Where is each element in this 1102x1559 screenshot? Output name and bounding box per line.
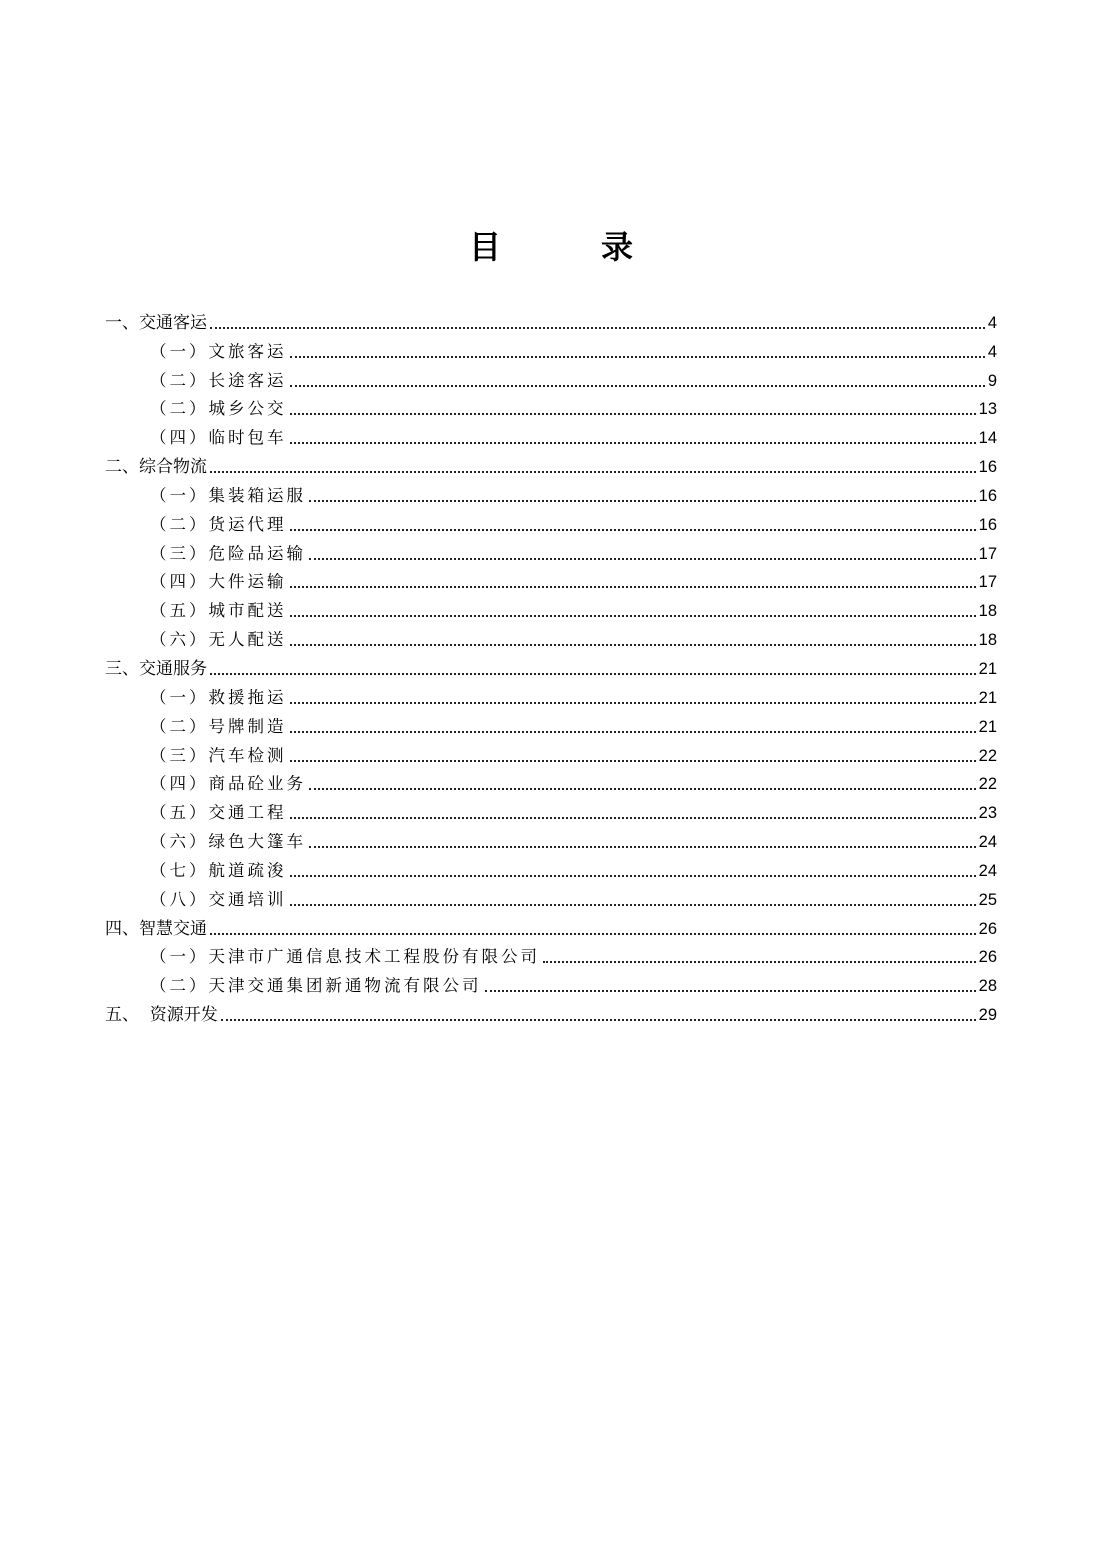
dot-leader [309,558,976,560]
toc-entry-page-number: 16 [978,515,997,534]
toc-entry-label: （四）大件运输 [150,572,287,592]
toc-entry-label: （二）城乡公交 [150,399,287,419]
toc-entry-page-number: 16 [978,458,997,477]
toc-entry-page-number: 9 [987,371,997,390]
dot-leader [290,356,985,358]
toc-entry-label: 一、交通客运 [105,312,207,333]
dot-leader [543,961,976,963]
toc-subsection-entry[interactable] [105,621,997,650]
toc-entry-page-number: 22 [978,775,997,794]
toc-entry-label: （二）号牌制造 [150,716,287,736]
toc-entry-page-number: 24 [978,833,997,852]
toc-entry-label: （一）文旅客运 [150,341,287,361]
toc-entry-label: 四、智慧交通 [105,918,207,939]
toc-entry-page-number: 17 [978,573,997,592]
toc-entry-label: （五）交通工程 [150,803,287,823]
toc-entry-page-number: 23 [978,804,997,823]
dot-leader [290,875,976,877]
dot-leader [290,615,976,617]
toc-subsection-entry[interactable] [105,881,997,910]
toc-section-entry[interactable] [105,448,997,477]
toc-entry-label: （七）航道疏浚 [150,860,287,880]
dot-leader [290,702,976,704]
dot-leader [309,846,976,848]
toc-entry-page-number: 26 [978,948,997,967]
toc-entry-label: （四）临时包车 [150,428,287,448]
toc-entry-page-number: 18 [978,602,997,621]
toc-subsection-entry[interactable] [105,737,997,766]
dot-leader [290,644,976,646]
toc-entry-page-number: 29 [978,1006,997,1025]
toc-subsection-entry[interactable] [105,477,997,506]
toc-subsection-entry[interactable] [105,823,997,852]
toc-subsection-entry[interactable] [105,852,997,881]
toc-subsection-entry[interactable] [105,679,997,708]
toc-entry-page-number: 16 [978,486,997,505]
dot-leader [210,327,985,329]
toc-entry-page-number: 14 [978,429,997,448]
dot-leader [290,586,976,588]
dot-leader [290,529,976,531]
toc-entry-label: 三、交通服务 [105,658,207,679]
toc-subsection-entry[interactable] [105,362,997,391]
toc-entry-page-number: 17 [978,544,997,563]
dot-leader [210,933,976,935]
toc-entry-label: （一）天津市广通信息技术工程股份有限公司 [150,947,540,967]
toc-subsection-entry[interactable] [105,419,997,448]
toc-subsection-entry[interactable] [105,708,997,737]
toc-entry-label: （八）交通培训 [150,889,287,909]
toc-entry-page-number: 13 [978,400,997,419]
toc-entry-label: 五、 资源开发 [105,1005,218,1026]
toc-entry-page-number: 28 [978,977,997,996]
toc-entry-page-number: 4 [987,313,997,332]
toc-entry-page-number: 4 [987,342,997,361]
toc-entry-page-number: 18 [978,631,997,650]
toc-subsection-entry[interactable] [105,333,997,362]
toc-subsection-entry[interactable] [105,939,997,968]
dot-leader [210,673,976,675]
dot-leader [290,385,985,387]
toc-entry-label: （一）集装箱运服 [150,485,306,505]
toc-entry-page-number: 24 [978,861,997,880]
toc-section-entry[interactable] [105,910,997,939]
toc-entry-page-number: 21 [978,717,997,736]
toc-entry-page-number: 25 [978,890,997,909]
toc-section-entry[interactable] [105,304,997,333]
toc-entry-page-number: 21 [978,688,997,707]
toc-subsection-entry[interactable] [105,391,997,420]
toc-entry-label: （一）救援拖运 [150,687,287,707]
dot-leader [309,788,976,790]
toc-section-entry[interactable] [105,650,997,679]
table-of-contents [105,304,997,1025]
toc-section-entry[interactable] [105,996,997,1025]
toc-entry-label: （二）货运代理 [150,514,287,534]
toc-entry-label: （五）城市配送 [150,601,287,621]
dot-leader [485,990,976,992]
toc-entry-label: （三）汽车检测 [150,745,287,765]
toc-entry-label: （三）危险品运输 [150,543,306,563]
dot-leader [290,413,976,415]
page-title: 目 录 [468,228,667,266]
dot-leader [290,817,976,819]
toc-entry-label: 二、综合物流 [105,457,207,478]
dot-leader [290,904,976,906]
toc-subsection-entry[interactable] [105,535,997,564]
toc-subsection-entry[interactable] [105,794,997,823]
toc-entry-page-number: 22 [978,746,997,765]
dot-leader [221,1019,976,1021]
toc-subsection-entry[interactable] [105,564,997,593]
dot-leader [210,471,976,473]
toc-subsection-entry[interactable] [105,967,997,996]
toc-entry-label: （二）天津交通集团新通物流有限公司 [150,976,482,996]
toc-entry-page-number: 26 [978,919,997,938]
toc-entry-label: （二）长途客运 [150,370,287,390]
toc-subsection-entry[interactable] [105,766,997,795]
dot-leader [290,731,976,733]
toc-entry-label: （六）无人配送 [150,630,287,650]
dot-leader [309,500,976,502]
toc-entry-page-number: 21 [978,659,997,678]
dot-leader [290,442,976,444]
toc-subsection-entry[interactable] [105,592,997,621]
dot-leader [290,760,976,762]
toc-subsection-entry[interactable] [105,506,997,535]
toc-entry-label: （六）绿色大篷车 [150,832,306,852]
toc-entry-label: （四）商品砼业务 [150,774,306,794]
